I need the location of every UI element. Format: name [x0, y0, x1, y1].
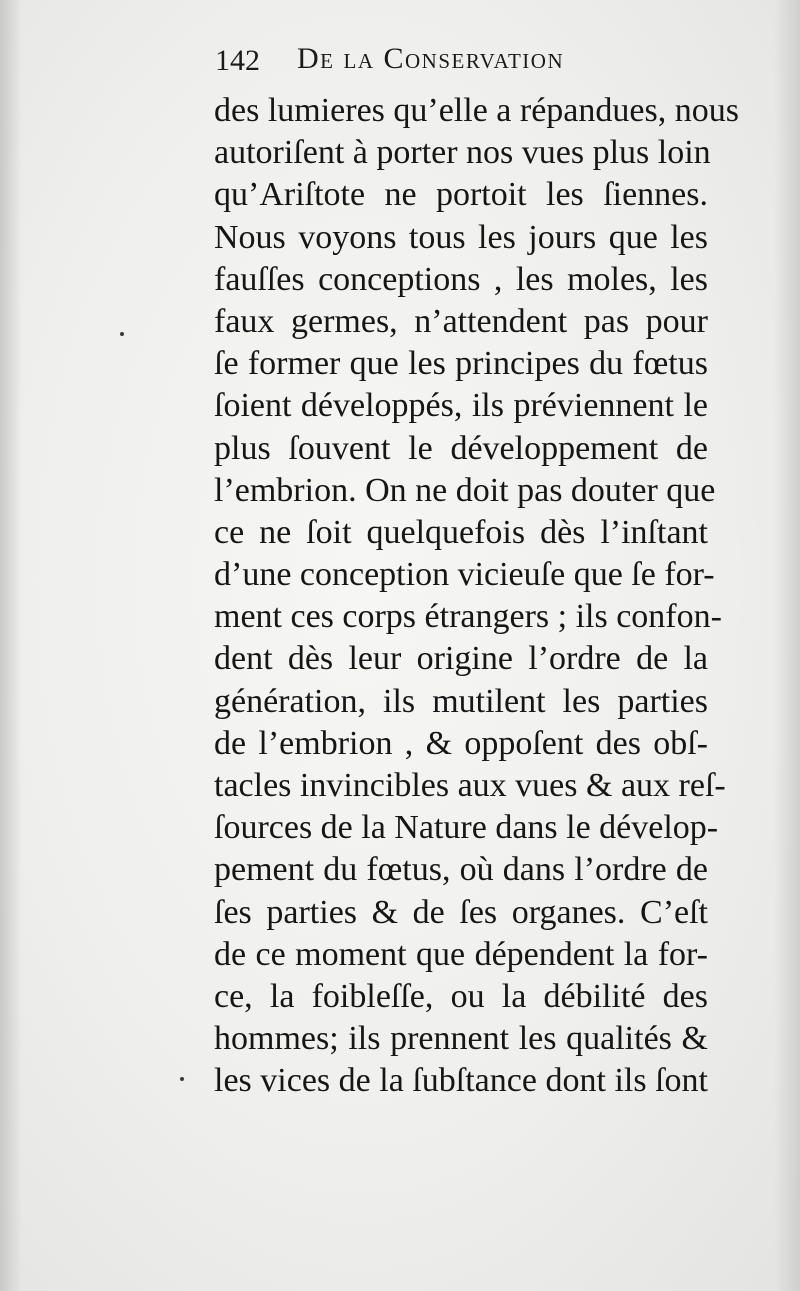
text-line: ſes parties & de ſes organes. C’eſt [214, 893, 708, 931]
text-line: plus ſouvent le développement de [214, 429, 708, 467]
text-line: autoriſent à porter nos vues plus loin [214, 134, 711, 172]
text-line: génération, ils mutilent les parties [214, 682, 708, 720]
text-line: ce, la foibleſſe, ou la débilité des [214, 977, 708, 1015]
text-line: ſources de la Nature dans le dévelop- [214, 809, 719, 847]
page-number: 142 [215, 44, 260, 77]
text-line: ſe former que les principes du fœtus [214, 345, 708, 383]
text-line: de l’embrion , & oppoſent des obſ- [214, 724, 708, 762]
text-line: les vices de la ſubſtance dont ils ſont [214, 1062, 708, 1100]
body-text [214, 90, 739, 1103]
text-line: ment ces corps étrangers ; ils confon- [214, 598, 722, 636]
text-line: des lumieres qu’elle a répandues, nous [214, 92, 739, 129]
text-line: qu’Ariſtote ne portoit les ſiennes. [214, 176, 708, 214]
text-line: fauſſes conceptions , les moles, les [214, 260, 708, 298]
text-line: Nous voyons tous les jours que les [214, 218, 708, 256]
text-line: pement du fœtus, où dans l’ordre de [214, 851, 708, 889]
text-line: ce ne ſoit quelquefois dès l’inſtant [214, 513, 708, 551]
paper-speck [180, 1077, 184, 1081]
text-line: hommes; ils prennent les qualités & [214, 1020, 708, 1058]
text-line: d’une conception vicieuſe que ſe for- [214, 556, 715, 594]
page-header [215, 42, 715, 82]
text-line: de ce moment que dépendent la for- [214, 935, 708, 973]
text-line: ſoient développés, ils préviennent le [214, 387, 708, 425]
running-title: De la Conservation [297, 42, 565, 75]
text-line: dent dès leur origine l’ordre de la [214, 640, 708, 678]
text-line: faux germes, n’attendent pas pour [214, 302, 708, 340]
text-line: tacles invincibles aux vues & aux reſ- [214, 767, 726, 804]
paper-speck [120, 332, 124, 336]
text-line: l’embrion. On ne doit pas douter que [214, 471, 716, 509]
